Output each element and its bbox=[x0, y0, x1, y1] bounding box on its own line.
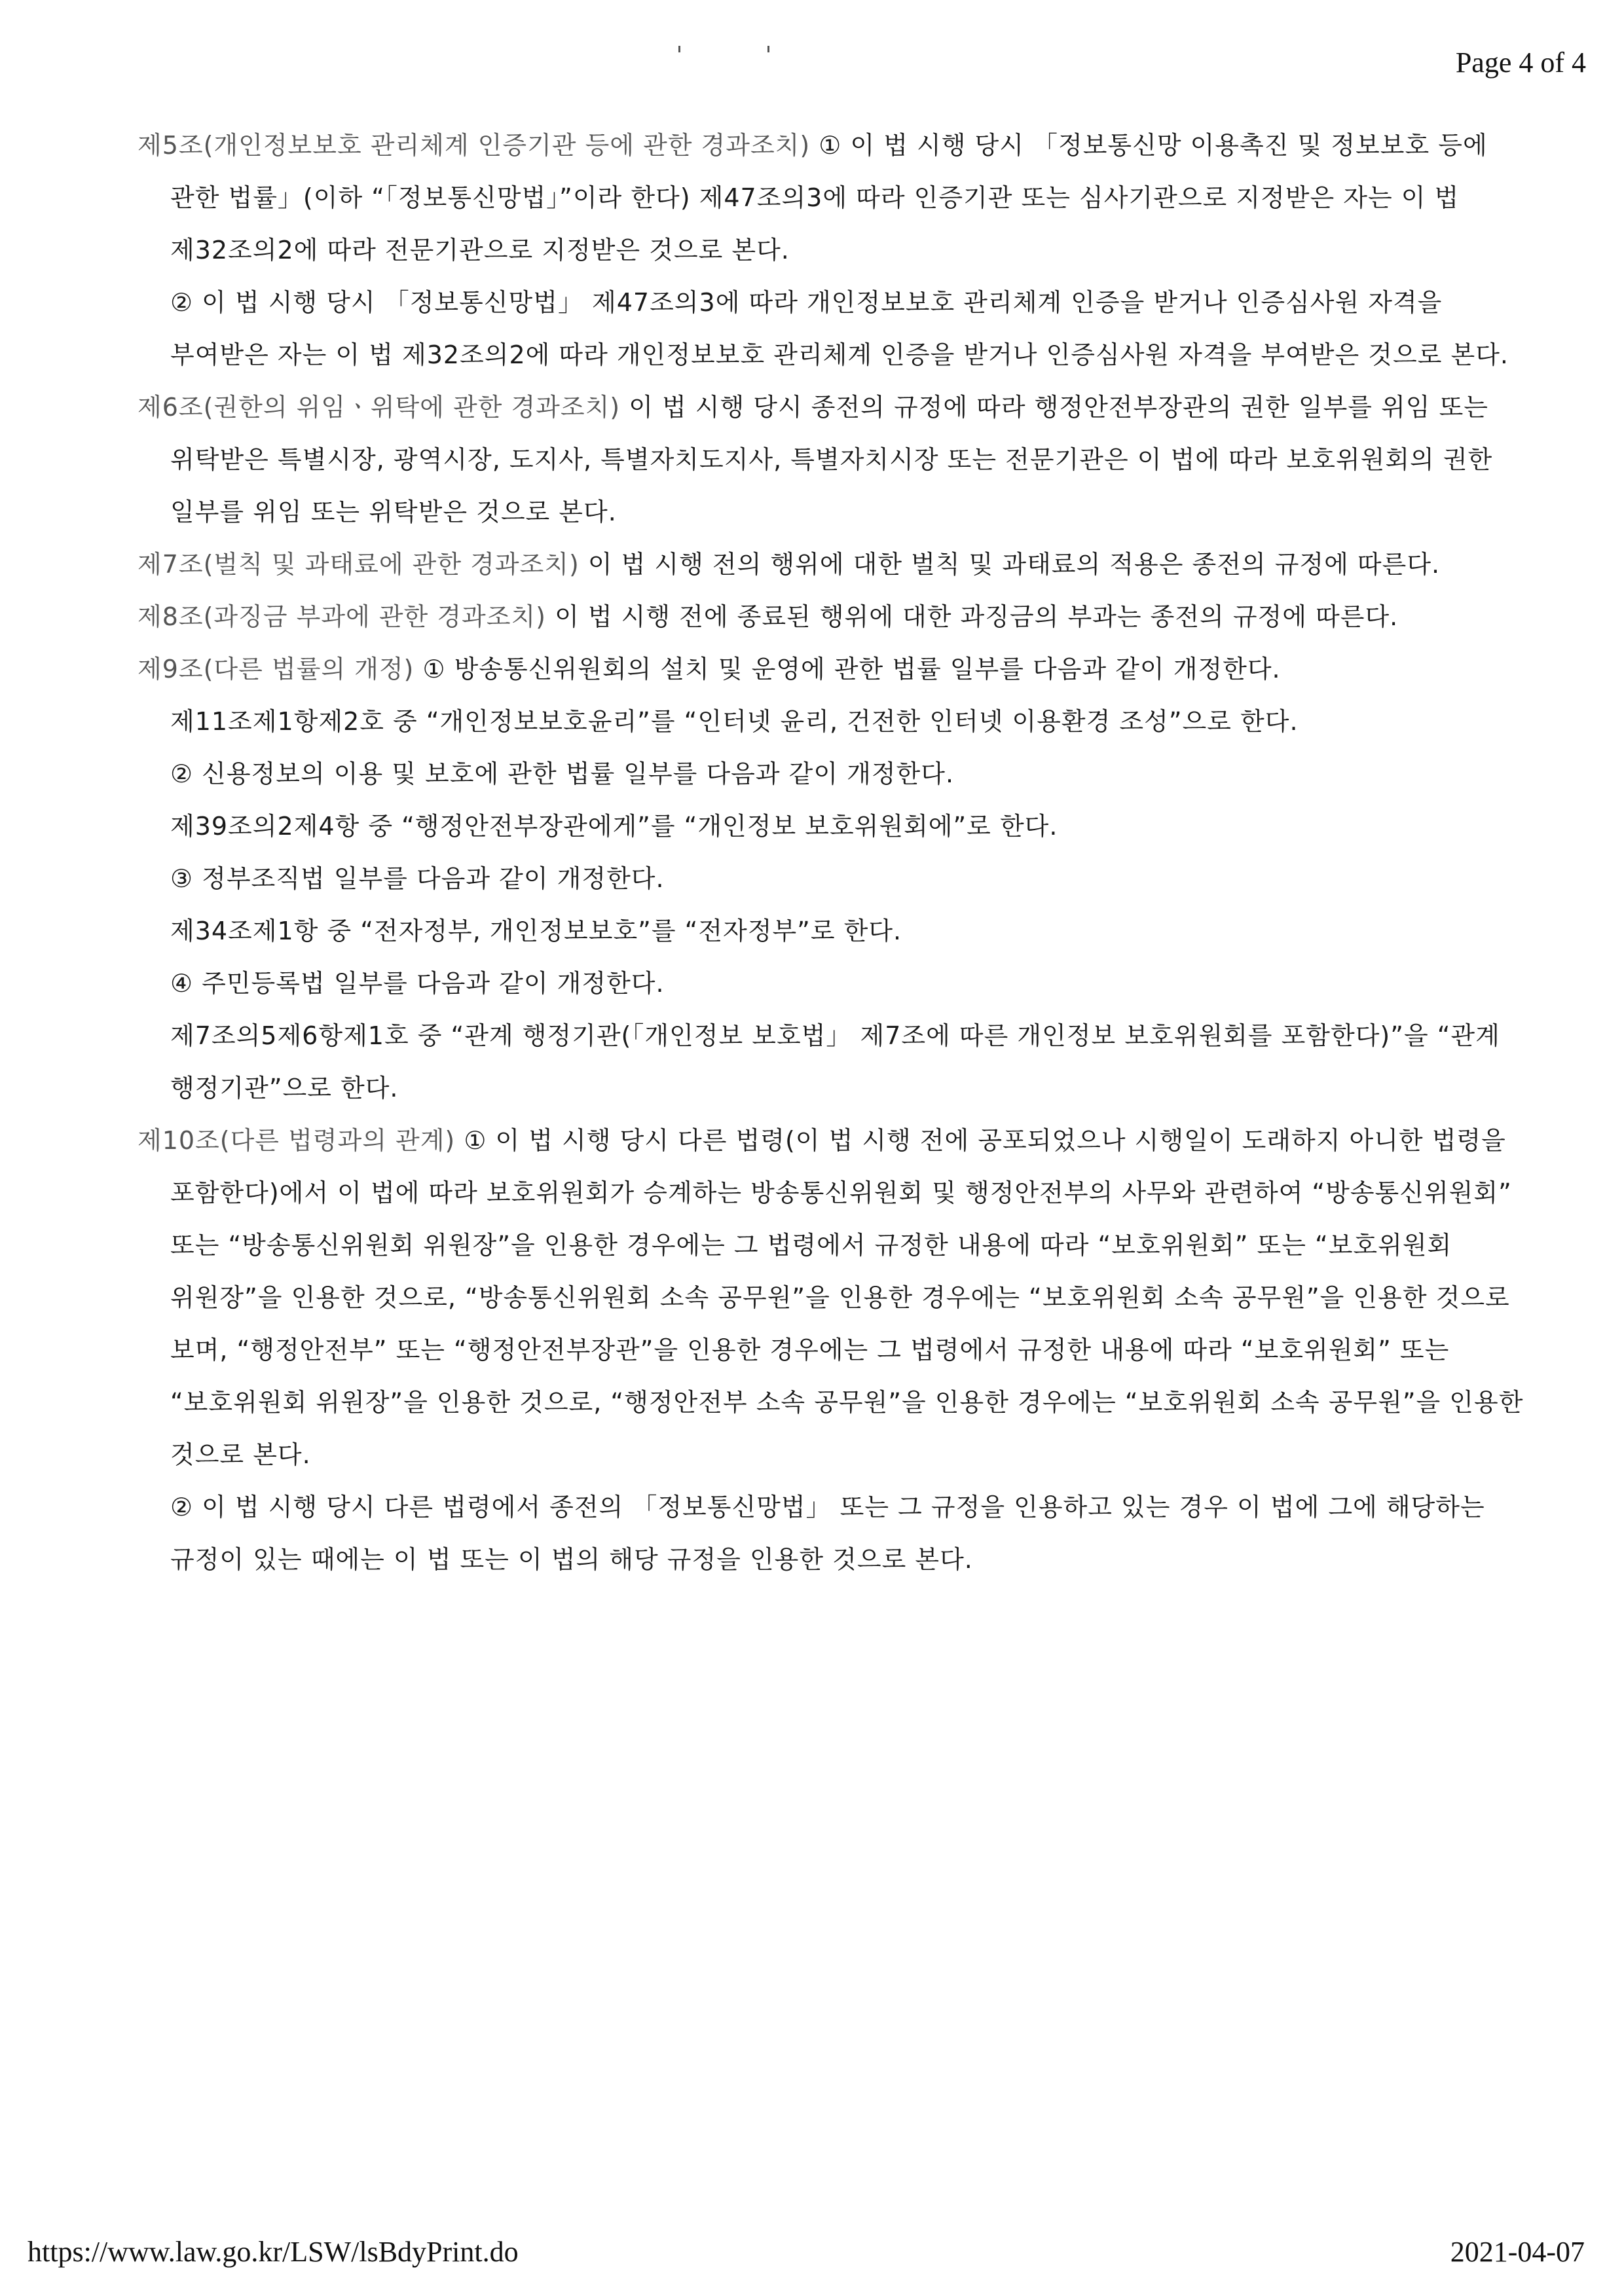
article-9-amendment-2: 제39조의2제4항 중 “행정안전부장관에게”를 “개인정보 보호위원회에”로 한다. bbox=[170, 812, 1058, 841]
scan-artifact bbox=[767, 46, 769, 52]
scan-artifact bbox=[678, 46, 680, 52]
print-date: 2021-04-07 bbox=[1450, 2236, 1585, 2268]
article-5 bbox=[138, 119, 1532, 276]
article-10-title: 제10조(다른 법령과의 관계) bbox=[138, 1126, 456, 1155]
article-9 bbox=[138, 643, 1532, 695]
document-body bbox=[138, 119, 1532, 1586]
article-9-amendment-4: 제7조의5제6항제1호 중 “관계 행정기관(「개인정보 보호법」 제7조에 따른 개인정보 보호위원회를 포함한다)”을 “관계 행정기관”으로 한다. bbox=[170, 1021, 1500, 1102]
article-9-paragraph-3: ③ 정부조직법 일부를 다음과 같이 개정한다. bbox=[170, 864, 665, 893]
article-10 bbox=[138, 1114, 1532, 1481]
source-url: https://www.law.go.kr/LSW/lsBdyPrint.do bbox=[28, 2236, 519, 2268]
article-9-text: ① 방송통신위원회의 설치 및 운영에 관한 법률 일부를 다음과 같이 개정한다. bbox=[414, 655, 1281, 683]
article-7 bbox=[138, 538, 1532, 591]
article-8-title: 제8조(과징금 부과에 관한 경과조치) bbox=[138, 602, 546, 631]
article-9-title: 제9조(다른 법률의 개정) bbox=[138, 655, 415, 683]
article-7-text: 이 법 시행 전의 행위에 대한 벌칙 및 과태료의 적용은 종전의 규정에 따른다. bbox=[579, 550, 1441, 579]
article-7-title: 제7조(벌칙 및 과태료에 관한 경과조치) bbox=[138, 550, 580, 579]
article-10-paragraph-2: ② 이 법 시행 당시 다른 법령에서 종전의 「정보통신망법」 또는 그 규정을 인용하고 있는 경우 이 법에 그에 해당하는 규정이 있는 때에는 이 법 또는 이 법의 해당 규정을 인용한 것으로 본다. bbox=[170, 1493, 1485, 1574]
article-5-title: 제5조(개인정보보호 관리체계 인증기관 등에 관한 경과조치) bbox=[138, 131, 811, 160]
article-8 bbox=[138, 591, 1532, 643]
article-10-text: ① 이 법 시행 당시 다른 법령(이 법 시행 전에 공포되었으나 시행일이 도래하지 아니한 법령을 포함한다)에서 이 법에 따라 보호위원회가 승계하는 방송통신위원회 및 행정안전부의 사무와 관련하여 “방송통신위원회” 또는 “방송통신위원회 위원장”을 인용한 경우에는 그 법령에서 규정한 내용에 따라 “보호위원회” 또는 “보호위원회 위원장”을 인용한 것으로, “방송통신위원회 소속 공무원”을 인용한 경우에는 “보호위원회 소속 공무원”을 인용한 것으로 보며, “행정안전부” 또는 “행정안전부장관”을 인용한 경우에는 그 법령에서 규정한 내용에 따라 “보호위원회” 또는 “보호위원회 위원장”을 인용한 것으로, “행정안전부 소속 공무원”을 인용한 경우에는 “보호위원회 소속 공무원”을 인용한 것으로 본다. bbox=[170, 1126, 1524, 1469]
article-9-paragraph-4: ④ 주민등록법 일부를 다음과 같이 개정한다. bbox=[170, 969, 665, 998]
article-9-amendment-3: 제34조제1항 중 “전자정부, 개인정보보호”를 “전자정부”로 한다. bbox=[170, 917, 902, 945]
article-6-text: 이 법 시행 당시 종전의 규정에 따라 행정안전부장관의 권한 일부를 위임 또는 위탁받은 특별시장, 광역시장, 도지사, 특별자치도지사, 특별자치시장 또는 전문기관은 이 법에 따라 보호위원회의 권한 일부를 위임 또는 위탁받은 것으로 본다. bbox=[170, 393, 1493, 526]
article-6-title: 제6조(권한의 위임ㆍ위탁에 관한 경과조치) bbox=[138, 393, 621, 422]
article-5-text: ① 이 법 시행 당시 「정보통신망 이용촉진 및 정보보호 등에 관한 법률」(이하 “「정보통신망법」”이라 한다) 제47조의3에 따라 인증기관 또는 심사기관으로 지정받은 자는 이 법 제32조의2에 따라 전문기관으로 지정받은 것으로 본다. bbox=[170, 131, 1488, 264]
article-8-text: 이 법 시행 전에 종료된 행위에 대한 과징금의 부과는 종전의 규정에 따른다. bbox=[545, 602, 1399, 631]
page-number: Page 4 of 4 bbox=[1455, 46, 1586, 79]
article-9-amendment-1: 제11조제1항제2호 중 “개인정보보호윤리”를 “인터넷 윤리, 건전한 인터넷 이용환경 조성”으로 한다. bbox=[170, 707, 1299, 736]
article-6 bbox=[138, 381, 1532, 538]
article-5-paragraph-2: ② 이 법 시행 당시 「정보통신망법」 제47조의3에 따라 개인정보보호 관리체계 인증을 받거나 인증심사원 자격을 부여받은 자는 이 법 제32조의2에 따라 개인정보보호 관리체계 인증을 받거나 인증심사원 자격을 부여받은 것으로 본다. bbox=[170, 288, 1509, 369]
article-9-paragraph-2: ② 신용정보의 이용 및 보호에 관한 법률 일부를 다음과 같이 개정한다. bbox=[170, 759, 955, 788]
